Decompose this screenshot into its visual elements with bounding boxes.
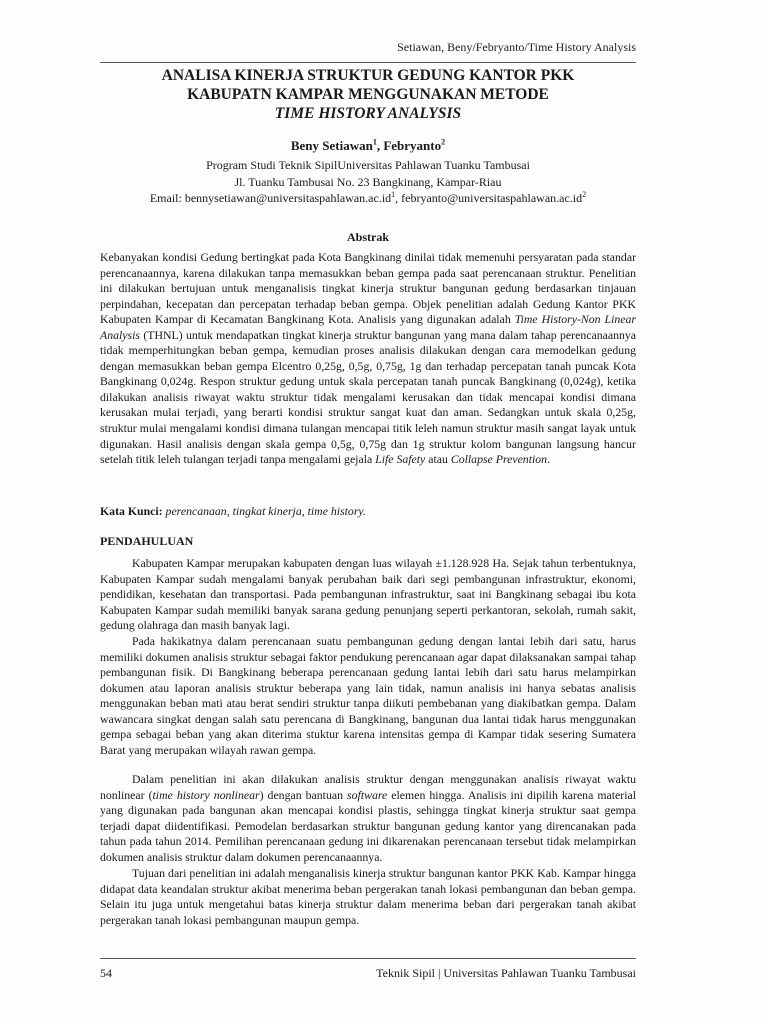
section-heading: PENDAHULUAN	[100, 534, 194, 548]
abstract-run-4: .	[547, 452, 551, 467]
title-line-1: ANALISA KINERJA STRUKTUR GEDUNG KANTOR PKK	[161, 67, 575, 84]
author-1-affil-mark: 1	[372, 137, 377, 147]
author-2: Febryanto	[383, 138, 442, 153]
para3-em-1: time history nonlinear	[152, 787, 260, 802]
body-paragraph-1: Kabupaten Kampar merupakan kabupaten dengan luas wilayah ±1.128.928 Ha. Sejak tahun terbentuknya, Kabupaten Kampar sudah mengalami banyak perubahan baik dari segi pembangunan infrastruktur, ekonomi, pendidikan, kesehatan dan transportasi. Pada pembangunan infrastruktur, saat ini Bangkinang sebagai ibu kota Kabupaten Kampar sudah memiliki banyak sarana gedung penunjang seperti perkantoran, sekolah, rumah sakit, gedung olahraga dan masih banyak lagi.	[100, 556, 636, 633]
para3-run-3: elemen hingga. Analisis ini dipilih karena material yang digunakan pada bangunan akan mencapai kondisi plastis, sehingga tingkat kinerja struktur saat gempa terjadi dapat diidentifikasi. Pemodelan berdasarkan struktur bangunan gedung kantor yang direncanakan pada tahun pada tahun 2014. Pemilihan perencanaan gedung ini dikarenakan perencanaan tersebut tidak melampirkan dokumen analisis struktur dalam dokumen perencanaannya.	[100, 787, 637, 864]
body-paragraph-2: Pada hakikatnya dalam perencanaan suatu pembangunan gedung dengan lantai lebih dari satu, harus memiliki dokumen analisis struktur sebagai faktor pendukung perencanaan agar dapat dilaksanakan sampai tahap pembangunan fisik. Di Bangkinang beberapa perencanaan gedung lantai lebih dari satu harus melampirkan dokumen atau laporan analisis struktur beberapa yang lain tidak, namun analisis ini hanya sebatas analisis menggunakan beban mati atau berat sendiri struktur tanpa diikuti pembebanan yang diakibatkan gempa. Dalam wawancara singkat dengan salah satu perencana di Bangkinang, bangunan dua lantai tidak harus menggunakan gempa sebagai beban yang akan diterima stuktur karena intensitas gempa di Kampar tidak sesering Sumatera Barat yang merupakan wilayah rawan gempa.	[100, 634, 636, 757]
body-paragraph-4: Tujuan dari penelitian ini adalah menganalisis kinerja struktur bangunan kantor PKK Kab. Kampar hingga didapat data keandalan struktur akibat menerima beban pergerakan tanah lokasi pembangunan dan beban gempa. Selain itu juga untuk mengetahui batas kinerja struktur dalam menerima beban dari pergerakan tanah akibat pergerakan tanah lokasi pembangunan maupun gempa.	[100, 866, 636, 927]
keywords-label: Kata Kunci:	[100, 504, 163, 518]
header-rule	[100, 62, 636, 63]
para3-run-2: ) dengan bantuan	[259, 787, 348, 802]
email-text-1: Email: bennysetiawan@universitaspahlawan.ac.id	[149, 191, 392, 205]
author-separator: ,	[376, 138, 384, 153]
affiliation-email	[100, 191, 636, 206]
abstract-text	[100, 250, 636, 468]
keywords	[100, 504, 636, 520]
abstract-em-2: Life Safety	[375, 452, 426, 467]
email-mark-2: 2	[582, 190, 587, 199]
abstract-heading: Abstrak	[346, 230, 389, 244]
author-1: Beny Setiawan	[290, 138, 373, 153]
title-line-2: KABUPATN KAMPAR MENGGUNAKAN METODE	[187, 86, 549, 103]
paper-title	[100, 66, 636, 123]
email-mark-1: 1	[391, 190, 396, 199]
abstract-run-2: (THNL) untuk mendapatkan tingkat kinerja struktur bangunan yang mana dalam tahap perencanaannya tidak memperhitungkan beban gempa, kemudian proses analisis dilakukan dengan cara memodelkan gedung dengan memasukkan beban gempa Elcentro 0,25g, 0,5g, 0,75g, 1g dan terhadap percepatan tanah puncak Kota Bangkinang 0,024g. Respon struktur gedung untuk skala percepatan tanah puncak Bangkinang (0,024g), ketika dilakukan analisis riwayat waktu struktur tidak mengalami kerusakan dan tidak mencapai kondisi dimana kerusakan mulai terjadi, yang berarti kondisi struktur sangat kuat dan aman. Sedangkan untuk skala 0,25g, struktur mulai mengalami kondisi dimana tulangan mencapai titik leleh namun struktur masih sangat layak untuk digunakan. Hasil analisis dengan skala gempa 0,5g, 0,75g dan 1g struktur kolom bangunan langsung hancur setelah titik leleh tulangan terjadi tanpa mengalami gejala	[100, 327, 636, 467]
running-head: Setiawan, Beny/Febryanto/Time History Analysis	[397, 40, 636, 54]
para3-em-2: software	[347, 787, 388, 802]
footer-journal: Teknik Sipil | Universitas Pahlawan Tuanku Tambusai	[376, 966, 636, 980]
page-number: 54	[100, 966, 112, 980]
para3-run-1: Dalam penelitian ini akan dilakukan analisis struktur dengan menggunakan analisis riwayat waktu nonlinear (	[100, 772, 636, 802]
affiliation-address: Jl. Tuanku Tambusai No. 23 Bangkinang, Kampar-Riau	[234, 175, 502, 189]
body-paragraph-3	[100, 772, 636, 865]
abstract-em-1: Time History-Non Linear Analysis	[100, 312, 636, 342]
title-line-3: TIME HISTORY ANALYSIS	[274, 105, 462, 122]
email-text-2: , febryanto@universitaspahlawan.ac.id	[395, 191, 583, 205]
paper-page	[100, 0, 636, 1024]
author-list	[100, 138, 636, 154]
affiliation-program: Program Studi Teknik SipilUniversitas Pahlawan Tuanku Tambusai	[206, 158, 530, 172]
abstract-run-3: atau	[425, 452, 451, 467]
keywords-value: perencanaan, tingkat kinerja, time history.	[162, 504, 366, 518]
abstract-run-1: Kebanyakan kondisi Gedung bertingkat pada Kota Bangkinang dinilai tidak memenuhi persyaratan pada standar perencanaannya, karena dilakukan tanpa memasukkan beban gempa pada saat perencanaan struktur. Penelitian ini dilakukan bertujuan untuk menganalisis tingkat kinerja struktur bangunan gedung berdasarkan tinjauan perpindahan, kecepatan dan percepatan terhadap beban gempa. Objek penelitian adalah Gedung Kantor PKK Kabupaten Kampar di Kecamatan Bangkinang Kota. Analisis yang digunakan adalah	[100, 250, 636, 327]
abstract-em-3: Collapse Prevention	[450, 452, 548, 467]
footer-rule	[100, 958, 636, 959]
author-2-affil-mark: 2	[441, 137, 446, 147]
